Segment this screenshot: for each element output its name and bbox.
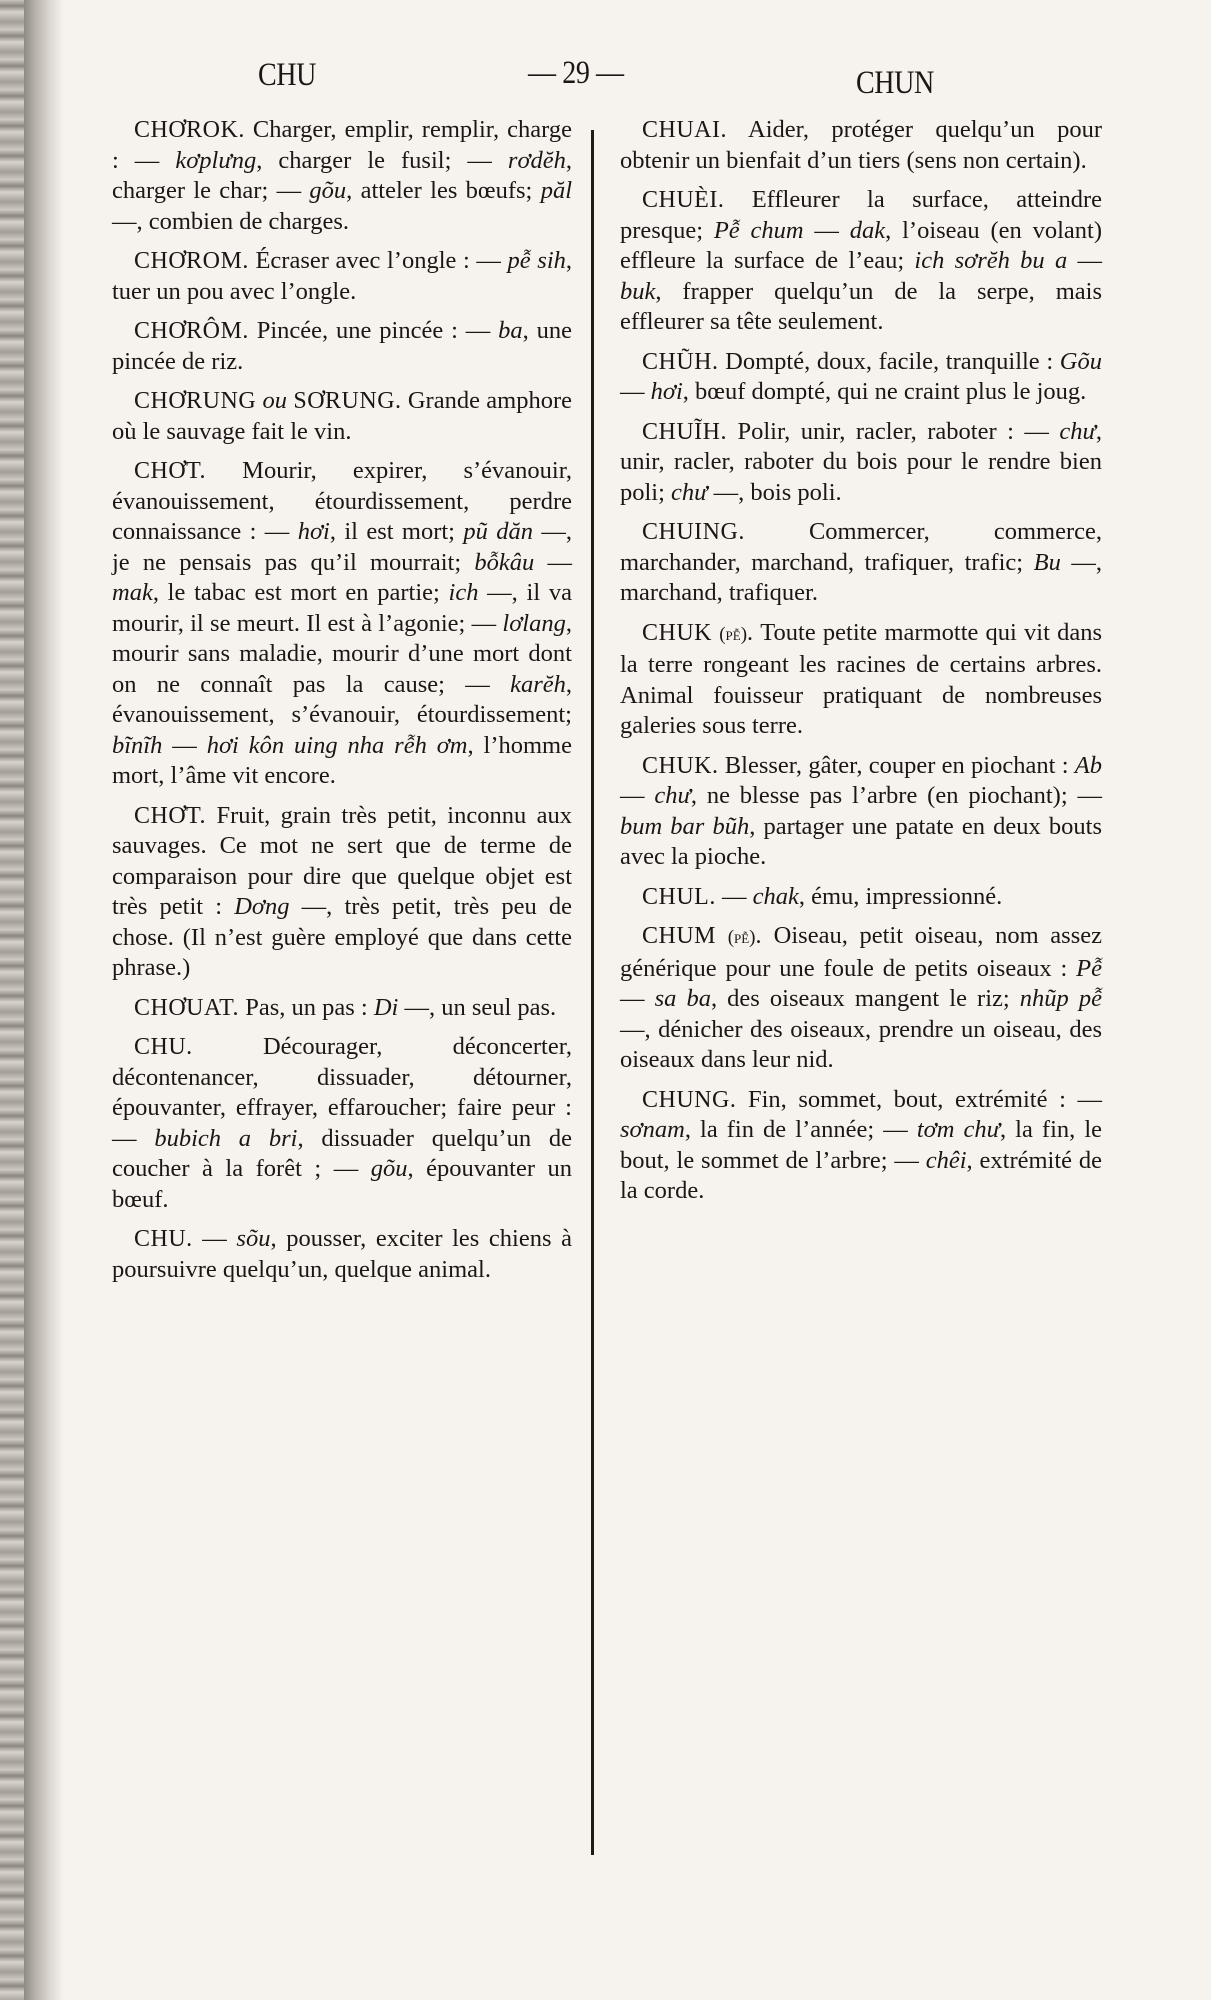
definition-text: , évanouissement, s’évanouir, étourdissement; [112, 670, 572, 728]
vernacular-term: bum bar bũh [620, 812, 750, 840]
headword-tail: . [755, 923, 763, 949]
vernacular-term: bỗkâu [474, 548, 535, 576]
vernacular-term: Bu [1033, 548, 1061, 576]
vernacular-term: dak [849, 216, 886, 244]
dictionary-entry [620, 751, 1102, 873]
definition-text: , ému, impressionné. [798, 882, 1003, 910]
definition-text: , extrémité de la corde. [620, 1146, 1102, 1204]
right-column [620, 115, 1102, 1216]
vernacular-term: chư [1059, 417, 1096, 445]
headword: CHƠT. [134, 458, 207, 484]
definition-text: Aider, protéger quelqu’un pour obtenir un bienfait d’un tiers (sens non certain). [620, 116, 1102, 174]
vernacular-term: kơplưng [175, 146, 257, 174]
headword-tail: SƠRUNG. [293, 388, 402, 414]
definition-text: —, très petit, très peu de chose. (Il n’est guère employé que dans cette phrase.) [112, 893, 573, 981]
definition-text: Blesser, gâter, couper en piochant : [718, 751, 1075, 779]
headword: CHUL. [642, 883, 716, 910]
vernacular-term: nhũp pễ [1019, 985, 1103, 1012]
vernacular-term: Dơng [234, 893, 290, 920]
page-number: — 29 — [528, 55, 624, 91]
headword-connector: ou [256, 387, 294, 414]
vernacular-term: Pễ [1076, 954, 1102, 982]
headword: CHUM [642, 923, 717, 949]
vernacular-term: gõu [309, 177, 347, 204]
dictionary-entry [112, 386, 572, 447]
definition-text: — [1067, 247, 1102, 274]
headword: CHUK. [642, 752, 719, 779]
dictionary-entry [620, 347, 1102, 408]
definition-text: , ne blesse pas l’arbre (en piochant); — [690, 782, 1102, 809]
definition-text: —, bois poli. [707, 478, 842, 506]
definition-text: , l’oiseau (en volant) effleure la surface de l’eau; [620, 216, 1102, 274]
vernacular-term: mak [112, 579, 153, 606]
definition-text: Effleurer la surface, atteindre presque; [620, 186, 1102, 244]
vernacular-term: chư [654, 782, 691, 809]
definition-text: Commercer, commerce, marchander, marchand, trafiquer, trafic; [620, 518, 1102, 576]
definition-text: , unir, racler, raboter du bois pour le rendre bien poli; [620, 417, 1102, 506]
headword: CHUÈI. [642, 187, 725, 213]
vernacular-term: ich sơrĕh bu a [914, 247, 1068, 274]
vernacular-term: pễ sih [507, 247, 566, 274]
definition-text: , il est mort; [329, 518, 464, 545]
book-gutter-shadow [24, 0, 64, 2000]
dictionary-entry [620, 115, 1102, 176]
vernacular-term: chư [671, 478, 708, 506]
dictionary-entry [620, 417, 1102, 509]
vernacular-term: tơm chư [916, 1116, 1000, 1143]
headword: CHUK [642, 619, 713, 646]
dictionary-entry [112, 1032, 572, 1215]
definition-text: , bœuf dompté, qui ne craint plus le joug. [682, 378, 1087, 405]
running-head [0, 55, 1211, 105]
vernacular-term: Gõu [1059, 347, 1102, 375]
dictionary-entry [620, 921, 1102, 1076]
headword-tail: . [747, 619, 754, 646]
definition-text: — [620, 985, 655, 1012]
dictionary-entry [620, 517, 1102, 609]
definition-text: , mourir sans maladie, mourir d’une mort dont on ne connaît pas la cause; — [112, 609, 572, 698]
definition-text: , pousser, exciter les chiens à poursuivre quelqu’un, quelque animal. [112, 1225, 573, 1283]
vernacular-term: Ab [1074, 751, 1102, 779]
headword: CHƠROK. [134, 117, 245, 143]
definition-text: —, il va mourir, il se meurt. Il est à l’agonie; — [112, 579, 572, 637]
vernacular-term: hơi [297, 518, 330, 545]
headword: CHUAI. [642, 117, 727, 143]
definition-text: , frapper quelqu’un de la serpe, mais effleurer sa tête seulement. [620, 277, 1102, 335]
running-head-right: CHUN [856, 65, 934, 101]
vernacular-term: Pễ chum [713, 216, 804, 244]
definition-text: , charger le fusil; — [256, 146, 508, 174]
vernacular-term: sõu [236, 1225, 271, 1252]
definition-text: Pas, un pas : [239, 993, 374, 1021]
definition-text: , l’homme mort, l’âme vit encore. [112, 731, 572, 789]
definition-text: — [803, 216, 850, 244]
dictionary-entry [112, 316, 572, 377]
definition-text: —, dénicher des oiseaux, prendre un oiseau, des oiseaux dans leur nid. [620, 1015, 1102, 1073]
definition-text: , la fin, le bout, le sommet de l’arbre; — [620, 1116, 1103, 1174]
dictionary-entry [112, 456, 572, 792]
headword: CHUĨH. [642, 418, 727, 445]
definition-text: , atteler les bœufs; [346, 177, 541, 204]
vernacular-term: ich [448, 579, 479, 606]
definition-text: , dissuader quelqu’un de coucher à la forêt ; — [112, 1124, 572, 1182]
running-head-left: CHU [258, 57, 316, 93]
dictionary-entry [112, 246, 572, 307]
definition-text: — [534, 548, 573, 576]
vernacular-term: sa ba [654, 985, 711, 1012]
definition-text: , une pincée de riz. [112, 317, 572, 375]
vernacular-term: bĩnĩh [112, 731, 163, 759]
vernacular-term: păl [540, 177, 572, 204]
definition-text: Pincée, une pincée : — [248, 317, 499, 344]
previous-page-edge [0, 0, 24, 2000]
definition-text: Dompté, doux, facile, tranquille : [718, 347, 1060, 375]
vernacular-term: karĕh [510, 670, 566, 698]
vernacular-term: ba [498, 317, 523, 344]
definition-text: — [620, 378, 651, 405]
definition-text: , partager une patate en deux bouts avec la pioche. [620, 812, 1102, 870]
definition-text: Fin, sommet, bout, extrémité : — [736, 1085, 1102, 1113]
vernacular-term: hơi [650, 378, 683, 405]
definition-text: , la fin de l’année; — [684, 1116, 917, 1143]
headword: CHUING. [642, 519, 745, 545]
definition-text: — [715, 882, 753, 910]
dictionary-entry [112, 801, 572, 984]
definition-text: Décourager, déconcerter, décontenancer, dissuader, détourner, épouvanter, effrayer, effaroucher; faire peur : — [112, 1033, 572, 1152]
column-divider [591, 130, 594, 1855]
definition-text: , tuer un pou avec l’ongle. [112, 247, 572, 305]
vernacular-term: chak [752, 882, 799, 910]
definition-text: Polir, unir, racler, raboter : — [727, 417, 1060, 445]
headword: CHƠUAT. [134, 994, 240, 1021]
dictionary-entry [112, 115, 572, 237]
definition-text: — [162, 731, 207, 759]
dictionary-entry [112, 993, 572, 1024]
definition-text: , le tabac est mort en partie; [152, 579, 449, 606]
vernacular-term: lơlang [502, 609, 566, 637]
vernacular-term: buk [620, 277, 656, 305]
definition-text: , épouvanter un bœuf. [112, 1155, 572, 1213]
vernacular-term: Di [373, 993, 399, 1021]
headword: CHƠROM. [134, 248, 249, 274]
headword: CHŨH. [642, 348, 719, 375]
vernacular-term: hơi kôn uing nha rễh ơm [206, 731, 468, 759]
headword: CHUNG. [642, 1086, 737, 1113]
dictionary-entry [620, 185, 1102, 338]
definition-text: — [192, 1225, 237, 1252]
definition-text: — [620, 782, 655, 809]
definition-text: Oiseau, petit oiseau, nom assez générique pour une foule de petits oiseaux : [620, 922, 1103, 982]
dictionary-entry [620, 882, 1102, 913]
definition-text: Grande amphore où le sauvage fait le vin. [112, 387, 572, 445]
headword: CHU. [134, 1034, 193, 1060]
definition-text: Charger, emplir, remplir, charge : — [112, 116, 572, 174]
definition-text: Mourir, expirer, s’évanouir, évanouissement, étourdissement, perdre connaissance : — [112, 457, 572, 545]
headword-qualifier: (pễ) [719, 623, 748, 645]
headword: CHU. [134, 1226, 193, 1252]
vernacular-term: gõu [370, 1155, 408, 1182]
definition-text: Écraser avec l’ongle : — [248, 247, 508, 274]
headword: CHƠRUNG [134, 388, 257, 414]
definition-text: Toute petite marmotte qui vit dans la terre rongeant les racines de certains arbres. Animal fouisseur pratiquant de nombreuses galeries sous terre. [620, 618, 1102, 739]
vernacular-term: bubich a bri [154, 1124, 298, 1152]
definition-text: , des oiseaux mangent le riz; [710, 985, 1020, 1012]
definition-text: Fruit, grain très petit, inconnu aux sauvages. Ce mot ne sert que de terme de comparaison pour dire que quelque objet est très petit : [112, 801, 572, 920]
vernacular-term: pũ dăn [463, 518, 533, 545]
left-column [112, 115, 572, 1294]
dictionary-entry [112, 1224, 572, 1285]
definition-text: —, combien de charges. [112, 207, 349, 235]
vernacular-term: rơdĕh [507, 146, 566, 174]
dictionary-entry [620, 618, 1102, 742]
definition-text: —, marchand, trafiquer. [620, 548, 1103, 606]
definition-text: —, un seul pas. [398, 993, 557, 1021]
definition-text: —, je ne pensais pas qu’il mourrait; [112, 518, 572, 576]
vernacular-term: chêi [925, 1146, 967, 1174]
headword: CHƠT. [134, 802, 207, 829]
headword-qualifier: (pễ) [727, 927, 756, 948]
headword: CHƠRÔM. [134, 318, 249, 344]
dictionary-entry [620, 1085, 1102, 1207]
vernacular-term: sơnam [620, 1116, 685, 1143]
definition-text: , charger le char; — [112, 146, 573, 204]
